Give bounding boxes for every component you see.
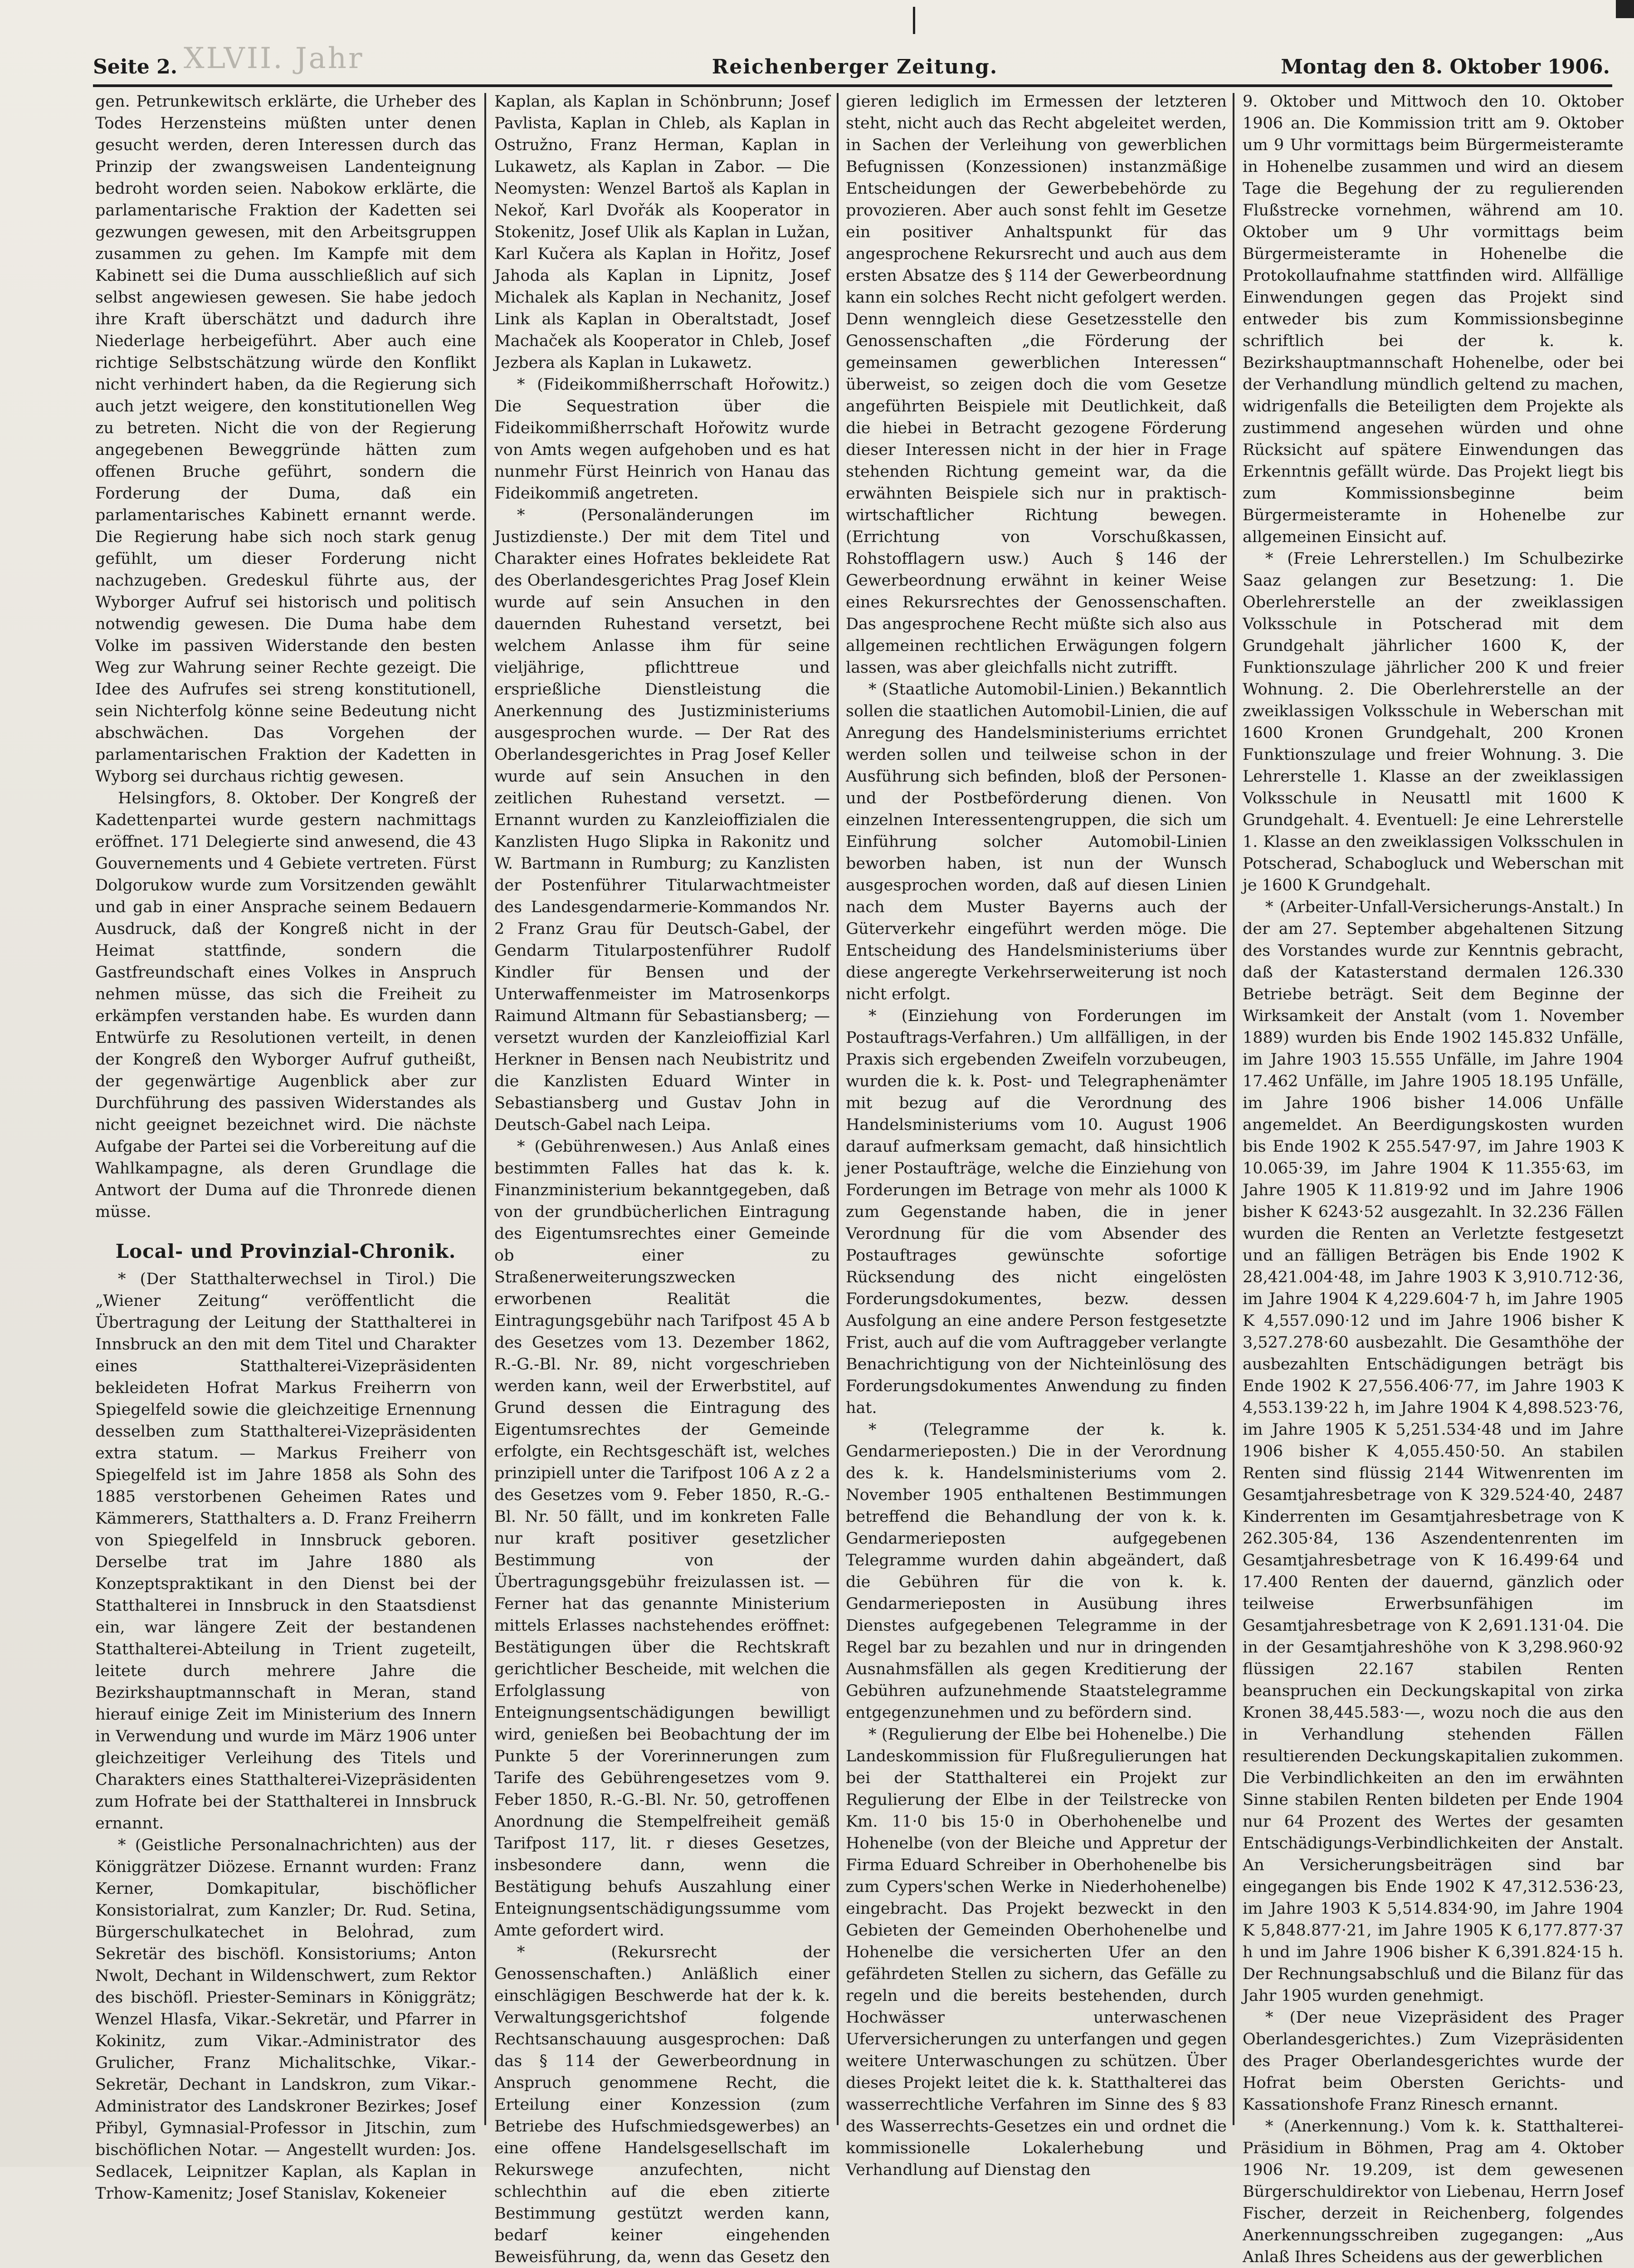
article-unfallversicherung: * (Arbeiter-Unfall-Versicherungs-Anstalt.) In der am 27. September abgehaltenen Sitzung des Vorstandes wurde zur Kenntnis gebracht, daß der Katasterstand dermalen 126.330 Betriebe beträgt. Seit dem Beginne der Wirksamkeit der Anstalt (vom 1. November 1889) wurden bis Ende 1902 145.832 Unfälle, im Jahre 1903 15.555 Unfälle, im Jahre 1904 17.462 Unfälle, im Jahre 1905 18.195 Unfälle, im Jahre 1906 bisher 14.006 Unfälle angemeldet. An Beerdigungskosten wurden bis Ende 1902 K 255.547·97, im Jahre 1903 K 10.065·39, im Jahre 1904 K 11.355·63, im Jahre 1905 K 11.819·92 und im Jahre 1906 bisher K 6243·52 ausgezahlt. In 32.236 Fällen wurden die Renten an Verletzte festgesetzt und an fälligen Beträgen bis Ende 1902 K 28,421.004·48, im Jahre 1903 K 3,910.712·36, im Jahre 1904 K 4,229.604·7 h, im Jahre 1905 K 4,557.090·12 und im Jahre 1906 bisher K 3,527.278·60 ausbezahlt. Die Gesamthöhe der ausbezahlten Entschädigungen beträgt bis Ende 1902 K 27,556.406·77, im Jahre 1903 K 4,553.139·22 h, im Jahre 1904 K 4,898.523·76, im Jahre 1905 K 5,251.534·48 und im Jahre 1906 bisher K 4,055.450·50. An stabilen Renten sind flüssig 2144 Witwenrenten im Gesamtjahresbetrage von K 329.524·40, 2487 Kinderrenten im Gesamtjahresbetrage von K 262.305·84, 136 Aszendentenrenten im Gesamtjahresbetrage von K 16.499·64 und 17.400 Renten der dauernd, gänzlich oder teilweise Erwerbsunfähigen im Gesamtjahresbetrage von K 2,691.131·04. Die in der Gesamtjahreshöhe von K 3,298.960·92 flüssigen 22.167 stabilen Renten beanspruchen ein Deckungskapital von zirka Kronen 38,445.583·—, wozu noch die aus den in Verhandlung stehenden Fällen resultierenden Deckungskapitalien zukommen. Die Verbindlichkeiten an den im erwähnten Sinne stabilen Renten bildeten per Ende 1904 nur 64 Prozent des Wertes der gesamten Entschädigungs-Verbindlichkeiten der Anstalt. An Versicherungsbeiträgen sind bar eingegangen bis Ende 1902 K 47,312.536·23, im Jahre 1903 K 5,514.834·90, im Jahre 1904 K 5,848.877·21, im Jahre 1905 K 6,177.877·37 h und im Jahre 1906 bisher K 6,391.824·15 h. Der Rechnungsabschluß und die Bilanz für das Jahr 1905 wurden genehmigt.	[1243, 898, 1624, 2005]
article-automobil-linien: * (Staatliche Automobil-Linien.) Bekanntlich sollen die staatlichen Automobil-Linien, die auf Anregung des Handelsministeriums errichtet werden sollen und teilweise schon in der Ausführung sich befinden, bloß der Personen- und der Postbeförderung dienen. Von einzelnen Interessentengruppen, die sich um Einführung solcher Automobil-Linien beworben haben, ist nun der Wunsch ausgesprochen worden, daß auf diesen Linien nach dem Muster Bayerns auch der Güterverkehr eingeführt werden möge. Die Entscheidung des Handelsministeriums über diese angeregte Verkehrserweiterung ist noch nicht erfolgt.	[846, 680, 1227, 1003]
article-kaplan-continuation: Kaplan, als Kaplan in Schönbrunn; Josef Pavlista, Kaplan in Chleb, als Kaplan in Ostružno, Franz Herman, Kaplan in Lukawetz, als Kaplan in Zabor. — Die Neomysten: Wenzel Bartoš als Kaplan in Nekoř, Karl Dvořák als Kooperator in Stokenitz, Josef Ulik als Kaplan in Lužan, Karl Kučera als Kaplan in Hořitz, Josef Jahoda als Kaplan in Lipnitz, Josef Michalek als Kaplan in Nechanitz, Josef Link als Kaplan in Oberaltstadt, Josef Machaček als Kooperator in Chleb, Josef Jezbera als Kaplan in Lukawetz.	[494, 93, 830, 372]
article-fideikommiss: * (Fideikommißherrschaft Hořowitz.) Die Sequestration über die Fideikommißherrschaft Hořowitz wurde von Amts wegen aufgehoben und es hat nunmehr Fürst Heinrich von Hanau das Fideikommiß angetreten.	[494, 376, 830, 503]
newspaper-title: Reichenberger Zeitung.	[712, 55, 998, 78]
article-elbe-regulierung: * (Regulierung der Elbe bei Hohenelbe.) Die Landeskommission für Flußregulierungen hat bei der Statthalterei ein Projekt zur Regulierung der Elbe in der Teilstrecke von Km. 11·0 bis 15·0 in Oberhohenelbe und Hohenelbe (von der Bleiche und Appretur der Firma Eduard Schreiber in Oberhohenelbe bis zum Cypers'schen Werke in Niederhohenelbe) eingebracht. Das Projekt bezweckt in den Gebieten der Gemeinden Oberhohenelbe und Hohenelbe die versicherten Ufer an den gefährdeten Stellen zu sichern, das Gefälle zu regeln und die bereits bestehenden, durch Hochwässer unterwaschenen Uferversicherungen zu unterfangen und gegen weitere Unterwaschungen zu schützen. Über dieses Projekt leitet die k. k. Statthalterei das wasserrechtliche Verfahren im Sinne des § 83 des Wasserrechts-Gesetzes ein und ordnet die kommissionelle Lokalerhebung und Verhandlung auf Dienstag den	[846, 1725, 1227, 2179]
column-3	[846, 91, 1227, 2179]
column-separator	[484, 93, 486, 2125]
page-number: Seite 2.	[93, 55, 178, 78]
article-anerkennung: * (Anerkennung.) Vom k. k. Statthalterei-Präsidium in Böhmen, Prag am 4. Oktober 1906 Nr. 19.209, ist dem gewesenen Bürgerschuldirektor von Liebenau, Herrn Josef Fischer, derzeit in Reichenberg, folgendes Anerkennungsschreiben zugegangen: „Aus Anlaß Ihres Scheidens aus der gewerblichen	[1243, 2117, 1624, 2266]
article-rekursrecht-continuation: gieren lediglich im Ermessen der letzteren steht, nicht auch das Recht abgeleitet werden, in Sachen der Verleihung von gewerblichen Befugnissen (Konzessionen) instanzmäßige Entscheidungen der Gewerbebehörde zu provozieren. Aber auch sonst fehlt im Gesetze ein positiver Anhaltspunkt für das angesprochene Rekursrecht und auch aus dem ersten Absatze des § 114 der Gewerbeordnung kann ein solches Recht nicht gefolgert werden. Denn wenngleich diese Gesetzesstelle den Genossenschaften „die Förderung der gemeinsamen gewerblichen Interessen“ überweist, so zeigen doch die vom Gesetze angeführten Beispiele mit Deutlichkeit, daß die hiebei in Betracht gezogene Förderung dieser Interessen nicht in der hier in Frage stehenden Richtung gemeint war, da die erwähnten Beispiele sich nur in praktisch-wirtschaftlicher Richtung bewegen. (Errichtung von Vorschußkassen, Rohstofflagern usw.) Auch § 146 der Gewerbeordnung erwähnt in keiner Weise eines Rekursrechtes der Genossenschaften. Das angesprochene Recht müßte sich also aus allgemeinen rechtlichen Erwägungen folgern lassen, was aber gleichfalls nicht zutrifft.	[846, 93, 1227, 677]
section-heading-local-chronicle: Local- und Provinzial-Chronik.	[115, 1240, 456, 1262]
column-2	[494, 91, 830, 2266]
column-4	[1243, 91, 1624, 2266]
article-rekursrecht: * (Rekursrecht der Genossenschaften.) Anläßlich einer einschlägigen Beschwerde hat der k. k. Verwaltungsgerichtshof folgende Rechtsanschauung ausgesprochen: Daß das § 114 der Gewerbeordnung in Anspruch genommene Recht, die Erteilung einer Konzession (zum Betriebe des Hufschmiedsgewerbes) an eine offene Handelsgesellschaft im Rekurswege anzufechten, nicht schlechthin auf die eben zitierte Bestimmung gestützt werden kann, bedarf keiner eingehenden Beweisführung, da, wenn das Gesetz den	[494, 1943, 830, 2266]
column-separator	[837, 93, 839, 2125]
top-tick-mark	[913, 7, 915, 34]
article-statthalterwechsel: * (Der Statthalterwechsel in Tirol.) Die „Wiener Zeitung“ veröffentlicht die Übertragung der Leitung der Statthalterei in Innsbruck an den mit dem Titel und Charakter eines Statthalterei-Vizepräsidenten bekleideten Hofrat Markus Freiherrn von Spiegelfeld sowie die gleichzeitige Ernennung desselben zum Statthalterei-Vizepräsidenten extra statum. — Markus Freiherr von Spiegelfeld ist im Jahre 1858 als Sohn des 1885 verstorbenen Geheimen Rates und Kämmerers, Statthalters a. D. Franz Freiherrn von Spiegelfeld in Innsbruck geboren. Derselbe trat im Jahre 1880 als Konzeptspraktikant in den Dienst bei der Statthalterei in Innsbruck in den Staatsdienst ein, war längere Zeit der bestandenen Statthalterei-Abteilung in Trient zugeteilt, leitete durch mehrere Jahre die Bezirkshauptmannschaft in Meran, stand hierauf einige Zeit im Ministerium des Innern in Verwendung und wurde im März 1906 unter gleichzeitiger Verleihung des Titels und Charakters eines Statthalterei-Vizepräsidenten zum Hofrate bei der Statthalterei in Innsbruck ernannt.	[95, 1270, 476, 1833]
article-postauftrag: * (Einziehung von Forderungen im Postauftrags-Verfahren.) Um allfälligen, in der Praxis sich ergebenden Zweifeln vorzubeugen, wurden die k. k. Post- und Telegraphenämter mit bezug auf die Verordnung des Handelsministeriums vom 10. August 1906 darauf aufmerksam gemacht, daß hinsichtlich jener Postaufträge, welche die Einziehung von Forderungen im Betrage von mehr als 1000 K zum Gegenstande haben, die in jener Verordnung für die vom Absender des Postauftrages gewünschte sofortige Rücksendung des nicht eingelösten Forderungsdokumentes, bezw. dessen Ausfolgung an eine andere Person festgesetzte Frist, auch auf die vom Auftraggeber verlangte Benachrichtigung von der Nichteinlösung des Forderungsdokumentes Anwendung zu finden hat.	[846, 1007, 1227, 1417]
article-vizepraesident: * (Der neue Vizepräsident des Prager Oberlandesgerichtes.) Zum Vizepräsidenten des Prager Oberlandesgerichtes wurde der Hofrat beim Obersten Gerichts- und Kassationshofe Franz Rinesch ernannt.	[1243, 2009, 1624, 2114]
article-gendarmerie-telegramme: * (Telegramme der k. k. Gendarmerieposten.) Die in der Verordnung des k. k. Handelsministeriums vom 2. November 1905 enthaltenen Bestimmungen betreffend die Behandlung der von k. k. Gendarmerieposten aufgegebenen Telegramme wurden dahin abgeändert, daß die Gebühren für die von k. k. Gendarmerieposten in Ausübung ihres Dienstes aufgegebenen Telegramme in der Regel bar zu bezahlen und nur in dringenden Ausnahmsfällen als gegen Kreditierung der Gebühren aufzunehmende Staatstelegramme entgegenzunehmen und zu befördern sind.	[846, 1421, 1227, 1722]
page-corner-mark	[1616, 0, 1634, 18]
article-kadetten-congress: gen. Petrunkewitsch erklärte, die Urheber des Todes Herzensteins müßten unter denen gesucht werden, deren Interessen durch das Prinzip der zwangsweisen Landenteignung bedroht worden seien. Nabokow erklärte, die parlamentarische Fraktion der Kadetten sei gezwungen gewesen, mit den Arbeitsgruppen zusammen zu gehen. Im Kampfe mit dem Kabinett sei die Duma ausschließlich auf sich selbst angewiesen gewesen. Sie habe jedoch ihre Kraft überschätzt und dadurch ihre Niederlage herbeigeführt. Aber auch eine richtige Selbstschätzung würde den Konflikt nicht verhindert haben, da die Regierung sich auch jetzt weigere, den konstitutionellen Weg zu betreten. Nicht die von der Regierung angegebenen Beweggründe hätten zum offenen Bruche geführt, sondern die Forderung der Duma, daß ein parlamentarisches Kabinett ernannt werde. Die Regierung habe sich noch stark genug gefühlt, um dieser Forderung nicht nachzugeben. Gredeskul führte aus, der Wyborger Aufruf sei historisch und politisch notwendig gewesen. Die Duma habe dem Volke im passiven Widerstande den besten Weg zur Wahrung seiner Rechte gezeigt. Die Idee des Aufrufes sei streng konstitutionell, sein Nichterfolg könne seine Bedeutung nicht abschwächen. Das Vorgehen der parlamentarischen Fraktion der Kadetten in Wyborg sei durchaus richtig gewesen.	[95, 93, 476, 786]
column-1	[95, 91, 476, 2203]
article-helsingfors: Helsingfors, 8. Oktober. Der Kongreß der Kadettenpartei wurde gestern nachmittags eröffnet. 171 Delegierte sind anwesend, die 43 Gouvernements und 4 Gebiete vertreten. Fürst Dolgorukow wurde zum Vorsitzenden gewählt und gab in einer Ansprache seinem Bedauern Ausdruck, daß der Kongreß nicht in der Heimat stattfinde, sondern die Gastfreundschaft eines Volkes in Anspruch nehmen müsse, das sich die Freiheit zu erkämpfen verstanden habe. Es wurden dann Entwürfe zu Resolutionen verteilt, in denen der Kongreß den Wyborger Aufruf gutheißt, der gegenwärtige Augenblick aber zur Durchführung des passiven Widerstandes als nicht geeignet bezeichnet wird. Die nächste Aufgabe der Partei sei die Vorbereitung auf die Wahlkampagne, als deren Grundlage die Antwort der Duma auf die Thronrede dienen müsse.	[95, 789, 476, 1221]
issue-date: Montag den 8. Oktober 1906.	[1281, 55, 1610, 78]
article-geistliche-personalnachrichten: * (Geistliche Personalnachrichten) aus der Königgrätzer Diözese. Ernannt wurden: Franz Kerner, Domkapitular, bischöflicher Konsistorialrat, zum Kanzler; Dr. Rud. Setina, Bürgerschulkatechet in Beloḣrad, zum Sekretär des bischöfl. Konsistoriums; Anton Nwolt, Dechant in Wildenschwert, zum Rektor des bischöfl. Priester-Seminars in Königgrätz; Wenzel Hlasfa, Vikar.-Sekretär, und Pfarrer in Kokinitz, zum Vikar.-Administrator des Grulicher, Franz Michalitschke, Vikar.-Sekretär, Dechant in Landskron, zum Vikar.-Administrator des Landskroner Bezirkes; Josef Přibyl, Gymnasial-Professor in Jitschin, zum bischöflichen Notar. — Angestellt wurden: Jos. Sedlacek, Leipnitzer Kaplan, als Kaplan in Trhow-Kamenitz; Josef Stanislav, Kokeneier	[95, 1836, 476, 2203]
article-lehrerstellen: * (Freie Lehrerstellen.) Im Schulbezirke Saaz gelangen zur Besetzung: 1. Die Oberlehrerstelle an der zweiklassigen Volksschule in Potscherad mit dem Grundgehalt jährlicher 1600 K, der Funktionszulage jährlicher 200 K und freier Wohnung. 2. Die Oberlehrerstelle an der zweiklassigen Volksschule in Weberschan mit 1600 Kronen Grundgehalt, 200 Kronen Funktionszulage und freier Wohnung. 3. Die Lehrerstelle 1. Klasse an der zweiklassigen Volksschule in Neusattl mit 1600 K Grundgehalt. 4. Eventuell: Je eine Lehrerstelle 1. Klasse an den zweiklassigen Volksschulen in Potscherad, Schabogluck und Weberschan mit je 1600 K Grundgehalt.	[1243, 550, 1624, 894]
header-rule	[93, 84, 1612, 87]
column-separator	[1233, 93, 1234, 2125]
article-gebuehrenwesen: * (Gebührenwesen.) Aus Anlaß eines bestimmten Falles hat das k. k. Finanzministerium bekanntgegeben, daß von der grundbücherlichen Eintragung des Eigentumsrechtes einer Gemeinde ob einer zu Straßenerweiterungszwecken erworbenen Realität die Eintragungsgebühr nach Tarifpost 45 A b des Gesetzes vom 13. Dezember 1862, R.-G.-Bl. Nr. 89, nicht vorgeschrieben werden kann, weil der Erwerbstitel, auf Grund dessen die Eintragung des Eigentumsrechtes der Gemeinde erfolgte, ein Rechtsgeschäft ist, welches prinzipiell unter die Tarifpost 106 A z 2 a des Gesetzes vom 9. Feber 1850, R.-G.-Bl. Nr. 50 fällt, und im konkreten Falle nur kraft positiver gesetzlicher Bestimmung von der Übertragungsgebühr freizulassen ist. — Ferner hat das genannte Ministerium mittels Erlasses nachstehendes eröffnet: Bestätigungen über die Rechtskraft gerichtlicher Bescheide, mit welchen die Erfolglassung von Enteignungsentschädigungen bewilligt wird, genießen bei Beobachtung der im Punkte 5 der Vorerinnerungen zum Tarife des Gebührengesetzes vom 9. Feber 1850, R.-G.-Bl. Nr. 50, getroffenen Anordnung die Stempelfreiheit gemäß Tarifpost 117, lit. r dieses Gesetzes, insbesondere dann, wenn die Bestätigung behufs Auszahlung einer Enteignungsentschädigungssumme vom Amte gefordert wird.	[494, 1138, 830, 1940]
article-elbe-continuation: 9. Oktober und Mittwoch den 10. Oktober 1906 an. Die Kommission tritt am 9. Oktober um 9 Uhr vormittags beim Bürgermeisteramte in Hohenelbe zusammen und wird an diesem Tage die Begehung der zu regulierenden Flußstrecke vornehmen, während am 10. Oktober um 9 Uhr vormittags beim Bürgermeisteramte in Hohenelbe die Protokollaufnahme stattfinden wird. Allfällige Einwendungen gegen das Projekt sind entweder bis zum Kommissionsbeginne schriftlich bei der k. k. Bezirkshauptmannschaft Hohenelbe, oder bei der Verhandlung mündlich geltend zu machen, widrigenfalls die Beteiligten dem Projekte als zustimmend angesehen würden und ohne Rücksicht auf spätere Einwendungen das Erkenntnis gefällt würde. Das Projekt liegt bis zum Kommissionsbeginne beim Bürgermeisteramte in Hohenelbe zur allgemeinen Einsicht auf.	[1243, 93, 1624, 546]
header-faint-overprint: XLVII. Jahr	[184, 42, 364, 75]
article-justizdienst: * (Personaländerungen im Justizdienste.) Der mit dem Titel und Charakter eines Hofrates bekleidete Rat des Oberlandesgerichtes Prag Josef Klein wurde auf sein Ansuchen in den dauernden Ruhestand versetzt, bei welchem Anlasse ihm für seine vieljährige, pflichttreue und ersprießliche Dienstleistung die Anerkennung des Justizministeriums ausgesprochen wurde. — Der Rat des Oberlandesgerichtes in Prag Josef Keller wurde auf sein Ansuchen in den zeitlichen Ruhestand versetzt. — Ernannt wurden zu Kanzleioffizialen die Kanzlisten Hugo Slipka in Rakonitz und W. Bartmann in Rumburg; zu Kanzlisten der Postenführer Titularwachtmeister des Landesgendarmerie-Kommandos Nr. 2 Franz Grau für Deutsch-Gabel, der Gendarm Titularpostenführer Rudolf Kindler für Bensen und der Unterwaffenmeister im Matrosenkorps Raimund Altmann für Sebastiansberg; — versetzt wurden der Kanzleioffizial Karl Herkner in Bensen nach Neubistritz und die Kanzlisten Eduard Winter in Sebastiansberg und Gustav John in Deutsch-Gabel nach Leipa.	[494, 506, 830, 1134]
page-header	[93, 42, 1624, 83]
